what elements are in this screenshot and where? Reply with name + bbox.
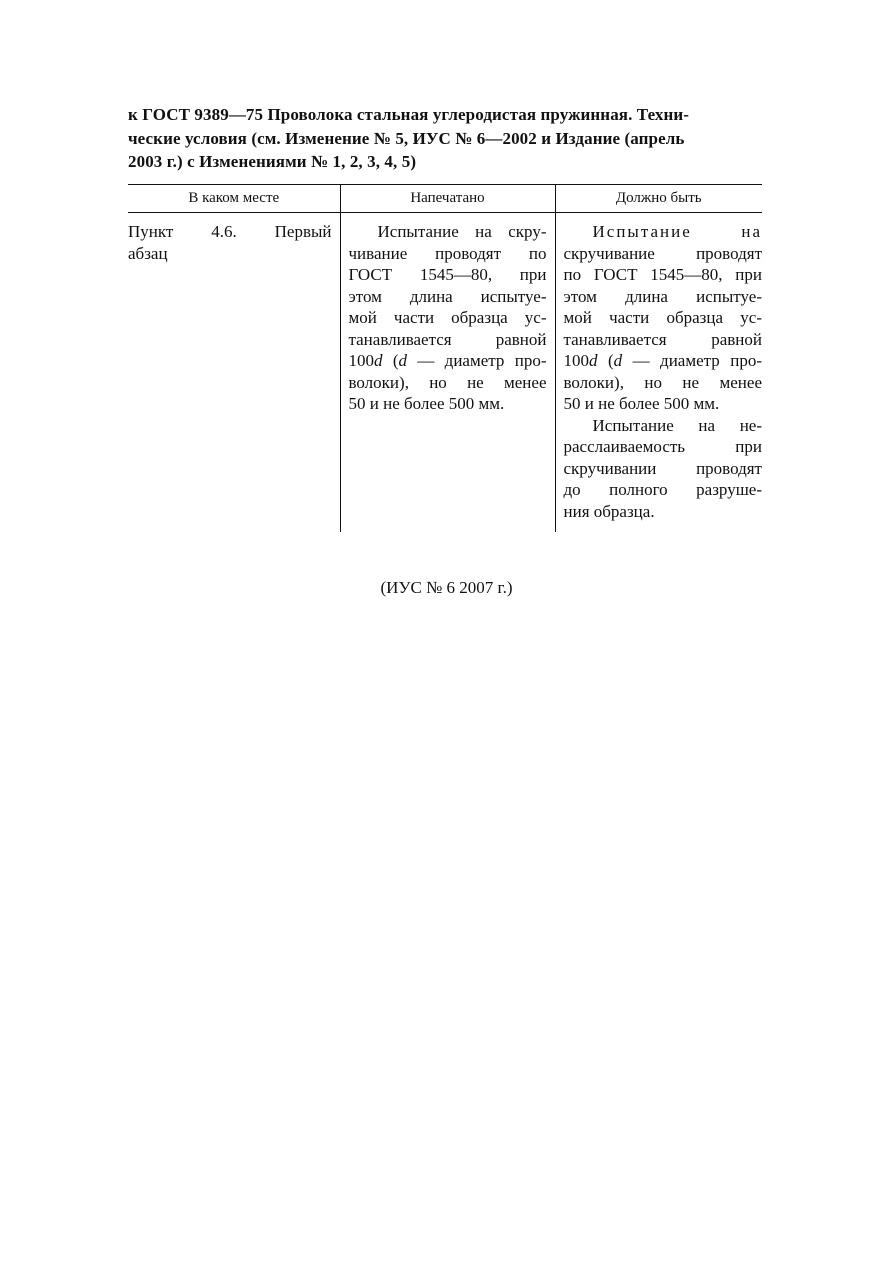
header-printed: Напечатано — [340, 185, 555, 213]
printed-line: танавливается равной — [348, 329, 547, 349]
heading-line-1: к ГОСТ 9389—75 Проволока стальная углеродистая пружинная. Техни- — [128, 105, 690, 124]
place-line: абзац — [128, 243, 168, 263]
should-be-line: мой части образца ус- — [563, 308, 762, 327]
source-note: (ИУС № 6 2007 г.) — [380, 578, 513, 597]
cell-should-be — [555, 213, 762, 533]
printed-line: мой части образца ус- — [348, 308, 547, 327]
should-be-line: 50 и не более 500 мм. — [563, 394, 720, 413]
place-line: Пункт 4.6. Первый — [128, 222, 332, 241]
printed-line: волоки), но не менее — [348, 372, 547, 392]
table-row — [128, 213, 762, 533]
printed-line: 100d (d — диаметр про- — [348, 351, 547, 370]
should-be-line: по ГОСТ 1545—80, при — [563, 265, 762, 284]
should-be-line: волоки), но не менее — [563, 372, 762, 392]
should-be-line: скручивание проводят — [563, 243, 762, 263]
should-be-line: до полного разруше- — [563, 480, 762, 499]
should-be-line: Испытание на — [592, 222, 762, 241]
should-be-line: скручивании проводят — [563, 458, 762, 478]
document-heading — [128, 103, 762, 174]
header-should-be: Должно быть — [555, 185, 762, 213]
should-be-line: танавливается равной — [563, 329, 762, 349]
should-be-line: Испытание на не- — [592, 415, 762, 435]
should-be-line: этом длина испытуе- — [563, 286, 762, 306]
heading-line-3: 2003 г.) с Изменениями № 1, 2, 3, 4, 5) — [128, 152, 417, 171]
should-be-line: 100d (d — диаметр про- — [563, 351, 762, 370]
printed-line: этом длина испытуе- — [348, 286, 547, 306]
table-header-row — [128, 185, 762, 213]
printed-line: чивание проводят по — [348, 243, 547, 263]
heading-line-2: ческие условия (см. Изменение № 5, ИУС № 6—2002 и Издание (апрель — [128, 128, 685, 148]
cell-printed — [340, 213, 555, 533]
printed-line: 50 и не более 500 мм. — [348, 394, 505, 413]
should-be-line: ния образца. — [563, 501, 655, 521]
amendment-table — [128, 184, 762, 532]
printed-line: Испытание на скру- — [377, 222, 547, 241]
printed-line: ГОСТ 1545—80, при — [348, 265, 547, 284]
should-be-line: расслаиваемость при — [563, 437, 762, 456]
cell-place — [128, 213, 340, 533]
header-place: В каком месте — [128, 185, 340, 213]
